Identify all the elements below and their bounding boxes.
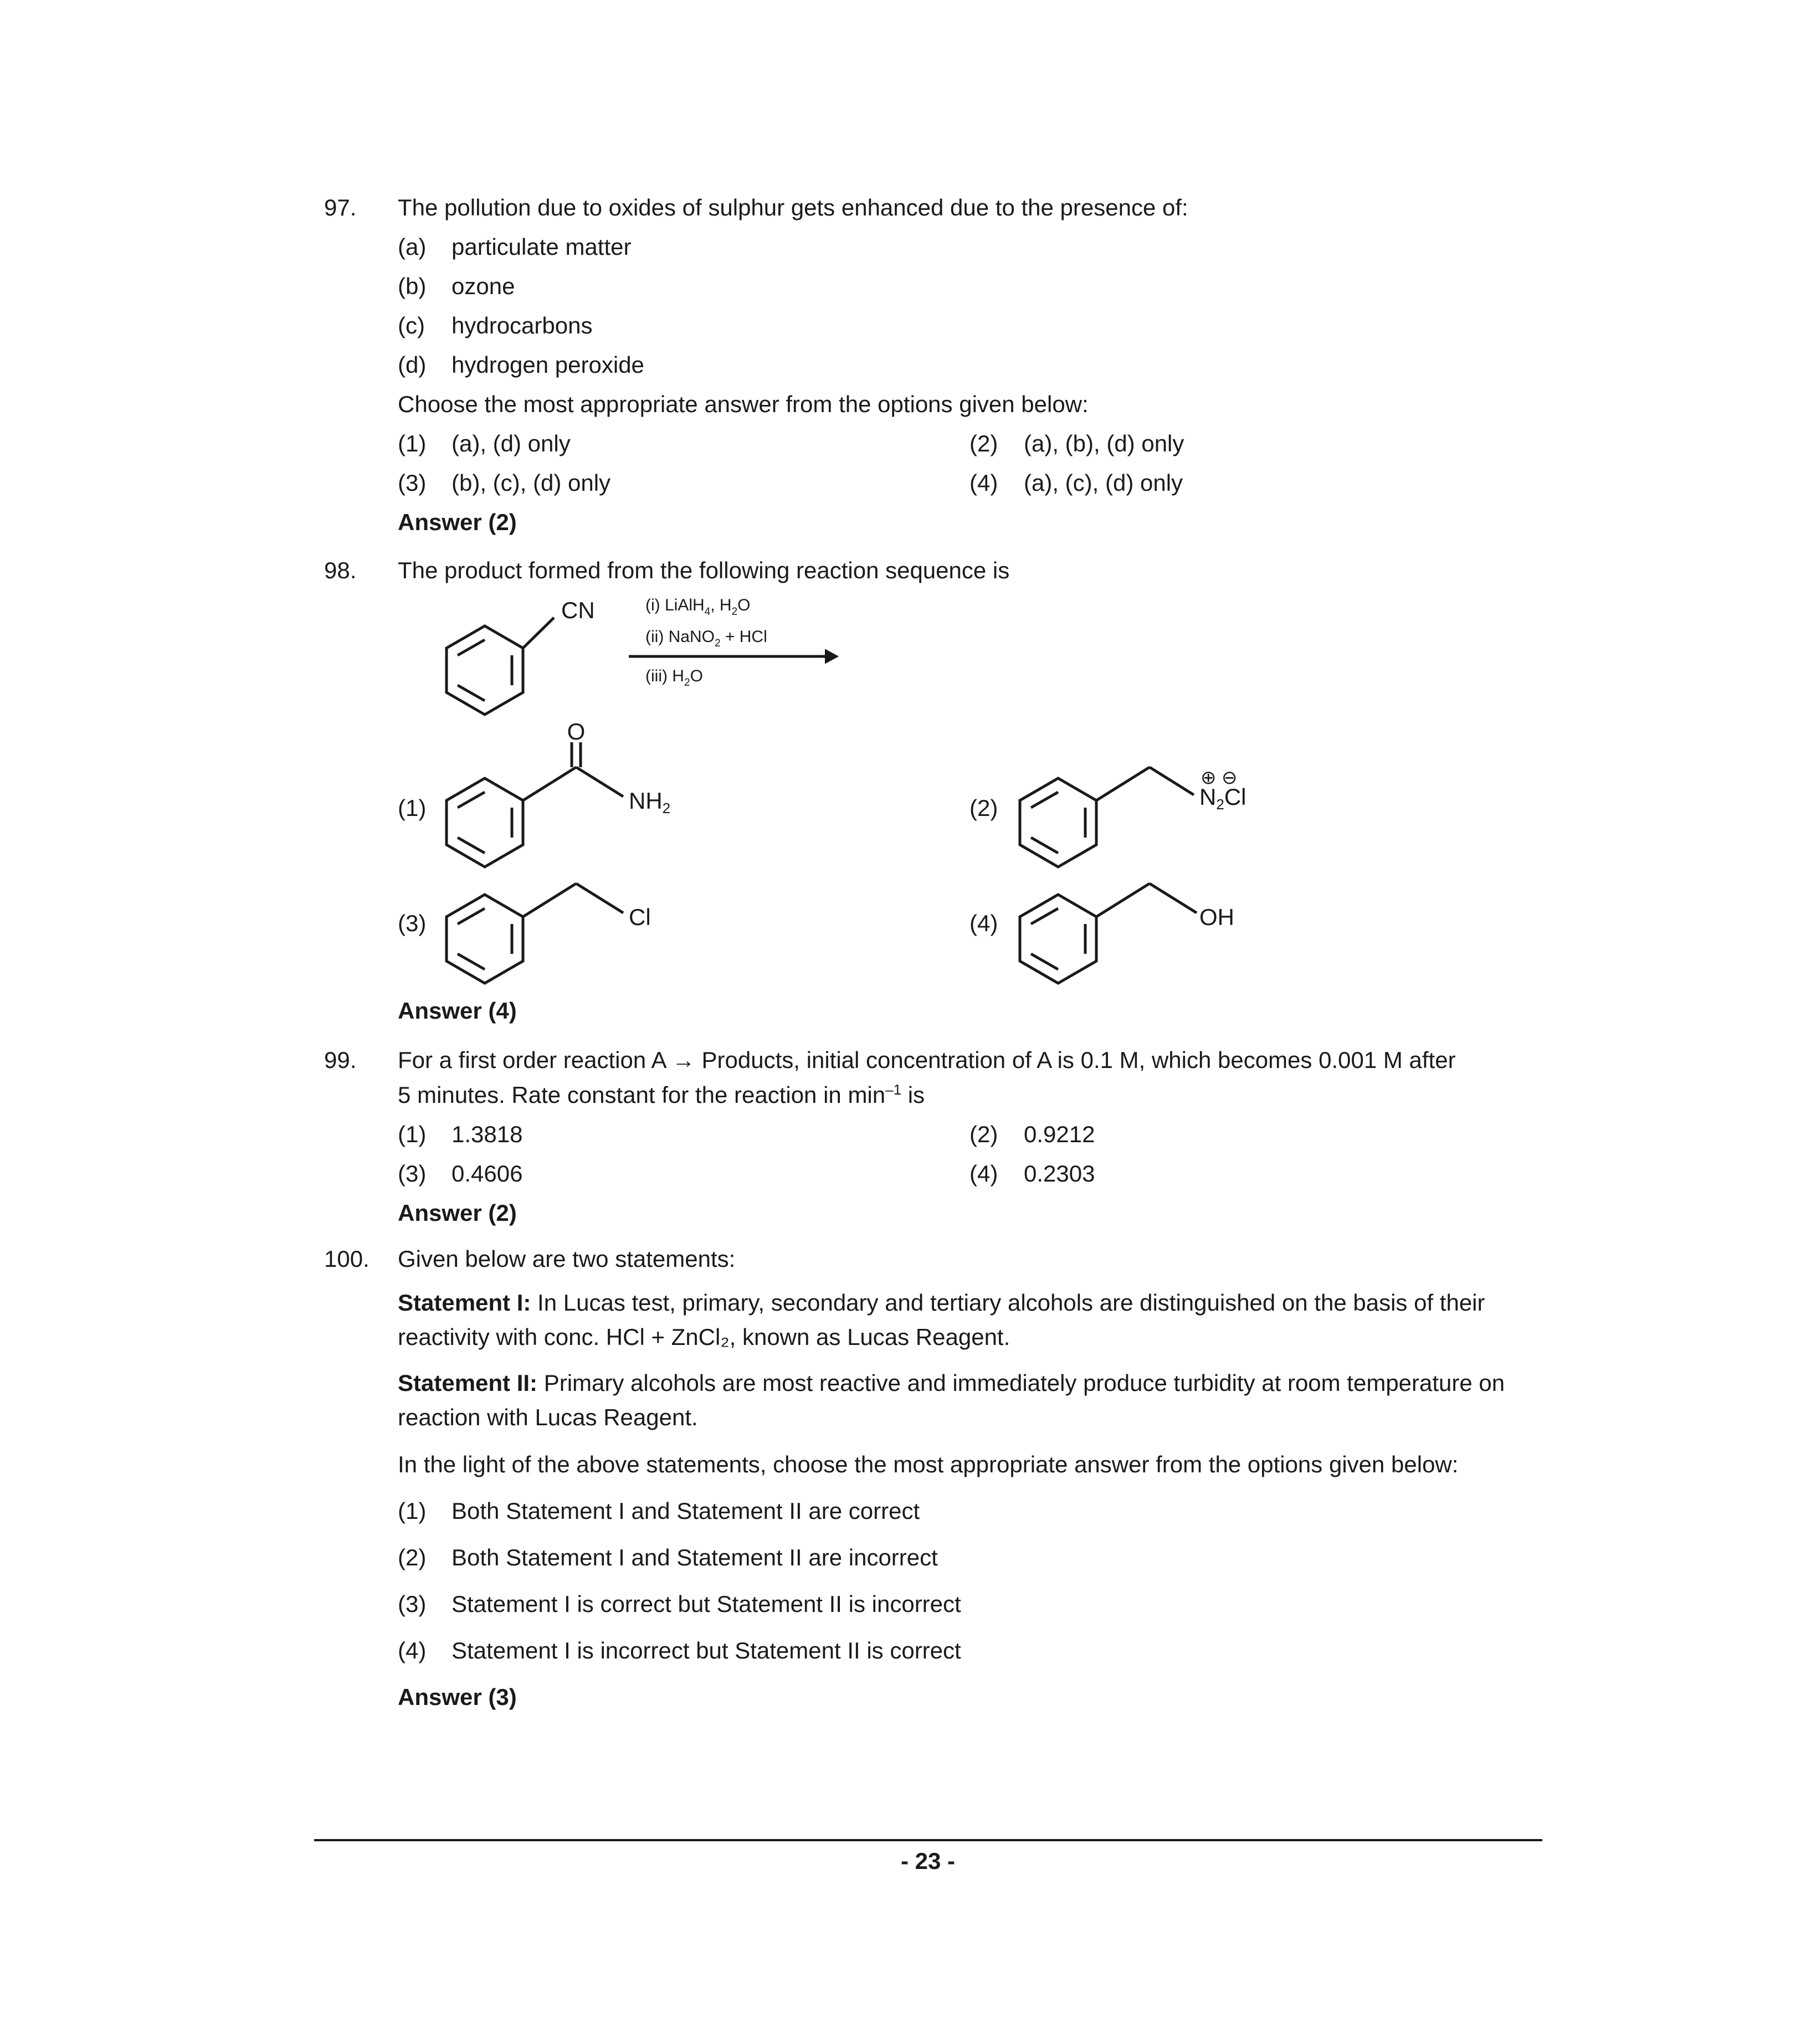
- q97-statement-a-label: (a): [398, 234, 427, 260]
- q98-option-1-carbonyl: O: [567, 718, 586, 744]
- q100-statement-2: [398, 1366, 1533, 1435]
- q98-number: 98.: [324, 557, 357, 583]
- page-number: - 23 -: [900, 1848, 956, 1874]
- q98-option-4-group: OH: [1199, 904, 1234, 930]
- q97-statement-c-label: (c): [398, 312, 425, 338]
- q100-number: 100.: [324, 1246, 370, 1272]
- q97-statement-a-text: particulate matter: [452, 234, 632, 260]
- q100-option-1-label: (1): [398, 1498, 427, 1524]
- q97-statement-d-text: hydrogen peroxide: [452, 352, 644, 378]
- q99-option-3-label: (3): [398, 1160, 427, 1187]
- footer-divider: [314, 1839, 1542, 1841]
- q98-reagent-2: (ii) NaNO$_2$ + HCl: [645, 628, 767, 649]
- q100-option-4-text: Statement I is incorrect but Statement II is correct: [452, 1637, 961, 1663]
- q97-statement-b-text: ozone: [452, 273, 515, 299]
- q97-option-3-label: (3): [398, 470, 427, 496]
- q99-option-2-label: (2): [969, 1121, 998, 1147]
- benzene-ring-option-3: [447, 895, 523, 983]
- q98-option-4-label: (4): [969, 910, 998, 936]
- q97-option-1-text: (a), (d) only: [452, 430, 571, 456]
- q98-option-2-group: N2Cl: [1199, 784, 1246, 813]
- q98-option-1-label: (1): [398, 795, 427, 821]
- q97-question: The pollution due to oxides of sulphur gets enhanced due to the presence of:: [398, 194, 1188, 220]
- q99-question-line2-text: 5 minutes. Rate constant for the reaction in min: [398, 1082, 886, 1108]
- q99-answer: Answer (2): [398, 1200, 517, 1226]
- benzene-ring-option-1: [447, 778, 523, 867]
- q99-option-2-text: 0.9212: [1024, 1121, 1095, 1147]
- q99-question-line2-end: is: [901, 1082, 925, 1108]
- q97-option-4-label: (4): [969, 470, 998, 496]
- negative-charge-icon: ⊖: [1222, 767, 1238, 788]
- q98-answer: Answer (4): [398, 998, 517, 1024]
- q99-option-4-label: (4): [969, 1160, 998, 1187]
- q98-option-3-label: (3): [398, 910, 427, 936]
- q100-statement-1-text: In Lucas test, primary, secondary and tertiary alcohols are distinguished on the basis of their reactivity with conc. HCl + ZnCl₂, known as Lucas Reagent.: [398, 1290, 1485, 1350]
- benzene-ring-option-2: [1020, 778, 1096, 867]
- q97-option-2-text: (a), (b), (d) only: [1024, 430, 1184, 456]
- q98-option-3-group: Cl: [629, 904, 651, 930]
- q98-reagent-1: (i) LiAlH$_4$, $H_2O$: [645, 596, 751, 618]
- q98-option-1-group: NH2: [629, 788, 671, 816]
- q98-option-1-structure: [443, 720, 676, 870]
- q97-statement-b-label: (b): [398, 273, 427, 299]
- q100-instruction: In the light of the above statements, choose the most appropriate answer from the options given below:: [398, 1451, 1459, 1477]
- q100-option-3-label: (3): [398, 1591, 427, 1617]
- q99-question-exponent: –1: [885, 1081, 902, 1098]
- q98-reaction-scheme: [443, 595, 842, 723]
- q99-question-line2: [398, 1080, 925, 1111]
- q100-statement-1-label: Statement I:: [398, 1290, 531, 1316]
- q100-answer: Answer (3): [398, 1684, 517, 1710]
- q98-reagent-3: (iii) $H_2O$: [645, 667, 703, 689]
- q97-answer: Answer (2): [398, 509, 517, 535]
- q100-option-2-label: (2): [398, 1544, 427, 1570]
- q97-option-4-text: (a), (c), (d) only: [1024, 470, 1183, 496]
- q98-option-2-structure: [1017, 720, 1271, 870]
- q100-option-3-text: Statement I is correct but Statement II is incorrect: [452, 1591, 961, 1617]
- q99-option-1-text: 1.3818: [452, 1121, 523, 1147]
- q97-option-2-label: (2): [969, 430, 998, 456]
- q97-option-1-label: (1): [398, 430, 427, 456]
- q99-number: 99.: [324, 1047, 357, 1073]
- q98-reactant-group: CN: [561, 597, 595, 623]
- benzene-ring-reactant: [447, 626, 523, 715]
- q97-statement-d-label: (d): [398, 352, 427, 378]
- q98-option-3-structure: [443, 870, 676, 986]
- q100-option-1-text: Both Statement I and Statement II are correct: [452, 1498, 920, 1524]
- q99-question-line1: For a first order reaction A → Products, initial concentration of A is 0.1 M, which becomes 0.001 M after: [398, 1047, 1456, 1073]
- q100-option-4-label: (4): [398, 1637, 427, 1663]
- q100-statement-1: [398, 1286, 1533, 1354]
- q100-option-2-text: Both Statement I and Statement II are incorrect: [452, 1544, 938, 1570]
- q98-question: The product formed from the following reaction sequence is: [398, 557, 1010, 583]
- q99-option-3-text: 0.4606: [452, 1160, 523, 1187]
- benzene-ring-option-4: [1020, 895, 1096, 983]
- q97-statement-c-text: hydrocarbons: [452, 312, 593, 338]
- q98-option-2-label: (2): [969, 795, 998, 821]
- q98-option-4-structure: [1017, 870, 1249, 986]
- q99-option-1-label: (1): [398, 1121, 427, 1147]
- q100-intro: Given below are two statements:: [398, 1246, 736, 1272]
- q97-option-3-text: (b), (c), (d) only: [452, 470, 611, 496]
- q97-instruction: Choose the most appropriate answer from the options given below:: [398, 391, 1089, 417]
- q100-statement-2-label: Statement II:: [398, 1370, 538, 1396]
- q99-option-4-text: 0.2303: [1024, 1160, 1095, 1187]
- q97-number: 97.: [324, 194, 357, 220]
- positive-charge-icon: ⊕: [1201, 767, 1217, 788]
- q100-statement-2-text: Primary alcohols are most reactive and immediately produce turbidity at room temperature on reaction with Lucas Reagent.: [398, 1370, 1505, 1430]
